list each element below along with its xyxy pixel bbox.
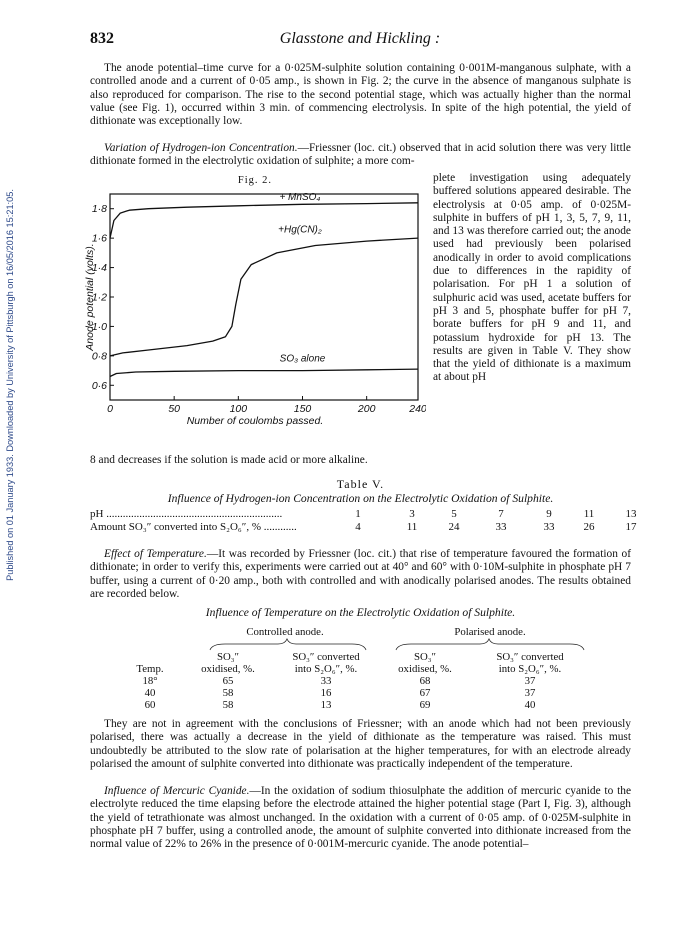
y-tick-label: 1·2 <box>91 291 107 304</box>
table-5-cell: 1 <box>355 508 361 520</box>
table-6-caption: Influence of Temperature on the Electrolytic Oxidation of Sulphite. <box>205 606 516 619</box>
table-6-rows <box>90 675 631 715</box>
table-row: 40 <box>524 699 536 711</box>
table-5-cell: 11 <box>583 508 595 520</box>
table-5-amount-label: Amount SO₃″ converted into S₂O₆″, % ............ <box>90 521 297 533</box>
table-5-title: Table V. <box>336 477 385 491</box>
page-header <box>90 30 630 50</box>
table-row: 37 <box>524 675 536 687</box>
figure-caption: Fig. 2. <box>237 175 273 186</box>
table-row: 67 <box>419 687 431 699</box>
series-line-0 <box>110 203 418 238</box>
table-6-col-c-conv-l1: SO₃″ converted <box>292 651 360 663</box>
download-notice-text: Published on 01 January 1933. Downloaded by University of Pittsburgh on 16/05/2016 15:21:05. <box>5 189 15 581</box>
table-row: 13 <box>320 699 332 711</box>
paragraph-mercuric <box>90 785 631 851</box>
figure-2 <box>84 172 426 444</box>
table-5-cell: 33 <box>495 521 507 533</box>
table-row: 69 <box>419 699 431 711</box>
paragraph-mnso4-text: The anode potential–time curve for a 0·025M-sulphite solution containing 0·001M-manganous sulphate, with a controlled anode and a current of 0·05 amp., is shown in Fig. 2; the curve in the absence of manganous sulphate is also reproduced for comparison. The rise to the second potential stage, which was actually higher than the normal value (see Fig. 1), occurred within 3 min. of commencing electrolysis. In spite of the high potential, the yield of dithionate was exceptionally low. <box>90 62 631 128</box>
paragraph-friessner <box>90 718 631 771</box>
y-tick-label: 1·4 <box>91 262 107 275</box>
table-6-col-temp: Temp. <box>136 663 164 675</box>
table-row: 65 <box>222 675 234 687</box>
table-6-braces <box>90 638 631 652</box>
table-5-cell: 5 <box>451 508 457 520</box>
x-tick-label: 100 <box>229 403 248 415</box>
table-5-cell: 4 <box>355 521 361 533</box>
x-tick-label: 50 <box>168 403 181 415</box>
table-6-col-p-ox-l1: SO₃″ <box>413 651 437 663</box>
curve-label-hgcn2: +Hg(CN)₂ <box>278 224 322 236</box>
heading-temperature: Effect of Temperature. <box>104 548 207 560</box>
table-5-row-amount <box>90 521 637 534</box>
heading-ph: Variation of Hydrogen-ion Concentration. <box>104 142 298 154</box>
paragraph-ph-wrap-text: plete investigation using adequately buffered solutions appeared desirable. The electrolysis at 0·05 amp. of 0·025M-sulphite in buffers of pH 1, 3, 5, 7, 9, 11, and 13 was therefore carried out; the anode used had previously been polarised anodically in order to avoid complications due to differences in the rapidity of polarisation. For pH 1 a solution of sulphuric acid was used, acetate buffers for pH 3 and 5, phosphate buffer for pH 7, borate buffers for pH 9 and 11, and potassium hydroxide for pH 13. The results are given in Table V. They show that the yield of dithionate is a maximum at about pH <box>433 172 631 384</box>
x-tick-label: 150 <box>293 403 312 415</box>
table-5 <box>90 508 637 534</box>
paragraph-mercuric-text: —In the oxidation of sodium thiosulphate the addition of mercuric cyanide to the electrolyte reduced the time elapsing before the electrode attained the higher potential stage (Part I, Fig. 3), although the yield of tetrathionate was almost unchanged. In the oxidation with a current of 0·05 amp. of 0·025M-sulphite in phosphate pH 7 buffer, using a controlled anode, the amount of sulphite converted into dithionate increased from the normal value of 22% to 26% in the presence of 0·001M-mercuric cyanide. The anode potential– <box>90 785 632 851</box>
y-tick-label: 1·6 <box>91 232 107 245</box>
paragraph-ph-intro <box>90 142 631 169</box>
table-5-caption: Influence of Hydrogen-ion Concentration on the Electrolytic Oxidation of Sulphite. <box>167 492 554 505</box>
table-row: 37 <box>524 687 536 699</box>
table-row: 40 <box>144 687 156 699</box>
table-5-row-ph <box>90 508 637 521</box>
heading-mercuric: Influence of Mercuric Cyanide. <box>104 785 250 797</box>
table-5-cell: 33 <box>543 521 555 533</box>
table-5-ph-label: pH ................................................................ <box>90 508 283 520</box>
y-tick-label: 1·8 <box>91 203 107 216</box>
y-axis-label: Anode potential (volts). <box>84 243 96 351</box>
y-tick-label: 0·8 <box>91 350 107 363</box>
table-6-group-controlled: Controlled anode. <box>246 626 324 638</box>
table-6-col-p-ox-l2: oxidised, %. <box>398 663 452 675</box>
table-6-col-c-ox-l1: SO₃″ <box>216 651 240 663</box>
figure-2-chart <box>84 172 426 444</box>
table-6-col-c-conv-l2: into S₂O₆″, %. <box>294 663 358 675</box>
paragraph-temperature <box>90 548 631 601</box>
x-axis-label: Number of coulombs passed. <box>186 415 324 427</box>
table-5-cell: 17 <box>625 521 637 533</box>
table-5-cell: 24 <box>448 521 460 533</box>
table-5-cell: 9 <box>546 508 552 520</box>
series-line-2 <box>110 369 418 376</box>
table-row: 58 <box>222 687 234 699</box>
paragraph-ph-tail-text: 8 and decreases if the solution is made acid or more alkaline. <box>90 454 368 466</box>
x-tick-label: 200 <box>357 403 376 415</box>
paragraph-temperature-text: —It was recorded by Friessner (loc. cit.) that rise of temperature favoured the formation of dithionate; in order to verify this, experiments were carried out at 40° and 60° with 0·10M-sulphite in phosphate pH 7 buffer, using a current of 0·20 amp., both with controlled and with anodically polarised anodes. The results obtained are recorded below. <box>90 548 631 600</box>
table-row: 68 <box>419 675 431 687</box>
curve-label-mnso4: + MnSO₄ <box>279 191 321 203</box>
table-row: 60 <box>144 699 156 711</box>
y-tick-label: 1·0 <box>91 320 107 333</box>
paragraph-ph-wrap <box>433 172 631 385</box>
table-row: 58 <box>222 699 234 711</box>
table-6-group-polarised: Polarised anode. <box>454 626 526 638</box>
x-tick-label: 0 <box>107 403 113 415</box>
page-number: 832 <box>90 30 114 47</box>
running-title: Glasstone and Hickling : <box>279 30 441 47</box>
series-line-1 <box>110 238 418 356</box>
y-tick-label: 0·6 <box>91 379 107 392</box>
download-notice <box>4 150 16 620</box>
table-6-col-p-conv-l1: SO₃″ converted <box>496 651 564 663</box>
paragraph-ph-intro-text: —Friessner (loc. cit.) observed that in acid solution there was very little dithionate formed in the electrolytic oxidation of sulphite; a more com- <box>90 142 631 168</box>
curve-label-so3-alone: SO₃ alone <box>279 353 326 365</box>
table-5-cell: 13 <box>625 508 637 520</box>
table-6-col-p-conv-l2: into S₂O₆″, %. <box>498 663 562 675</box>
table-5-cell: 26 <box>583 521 595 533</box>
x-tick-label: 240 <box>409 403 426 415</box>
table-row: 16 <box>320 687 332 699</box>
table-5-cell: 3 <box>409 508 415 520</box>
table-5-cell: 7 <box>498 508 504 520</box>
table-5-cell: 11 <box>406 521 418 533</box>
paragraph-ph-tail <box>90 454 631 467</box>
table-row: 18° <box>142 675 158 687</box>
paragraph-mnso4 <box>90 62 631 128</box>
table-6-col-c-ox-l2: oxidised, %. <box>201 663 255 675</box>
paragraph-friessner-text: They are not in agreement with the conclusions of Friessner; with an anode which had not been previously polarised, there was actually a decrease in the yield of dithionate as the temperature was raised. This must undoubtedly be attributed to the slow rate of polarisation at the higher temperatures, for with an electrode already polarised the amount of sulphite converted into dithionate was practically independent of the temperature. <box>90 718 631 770</box>
table-row: 33 <box>320 675 332 687</box>
